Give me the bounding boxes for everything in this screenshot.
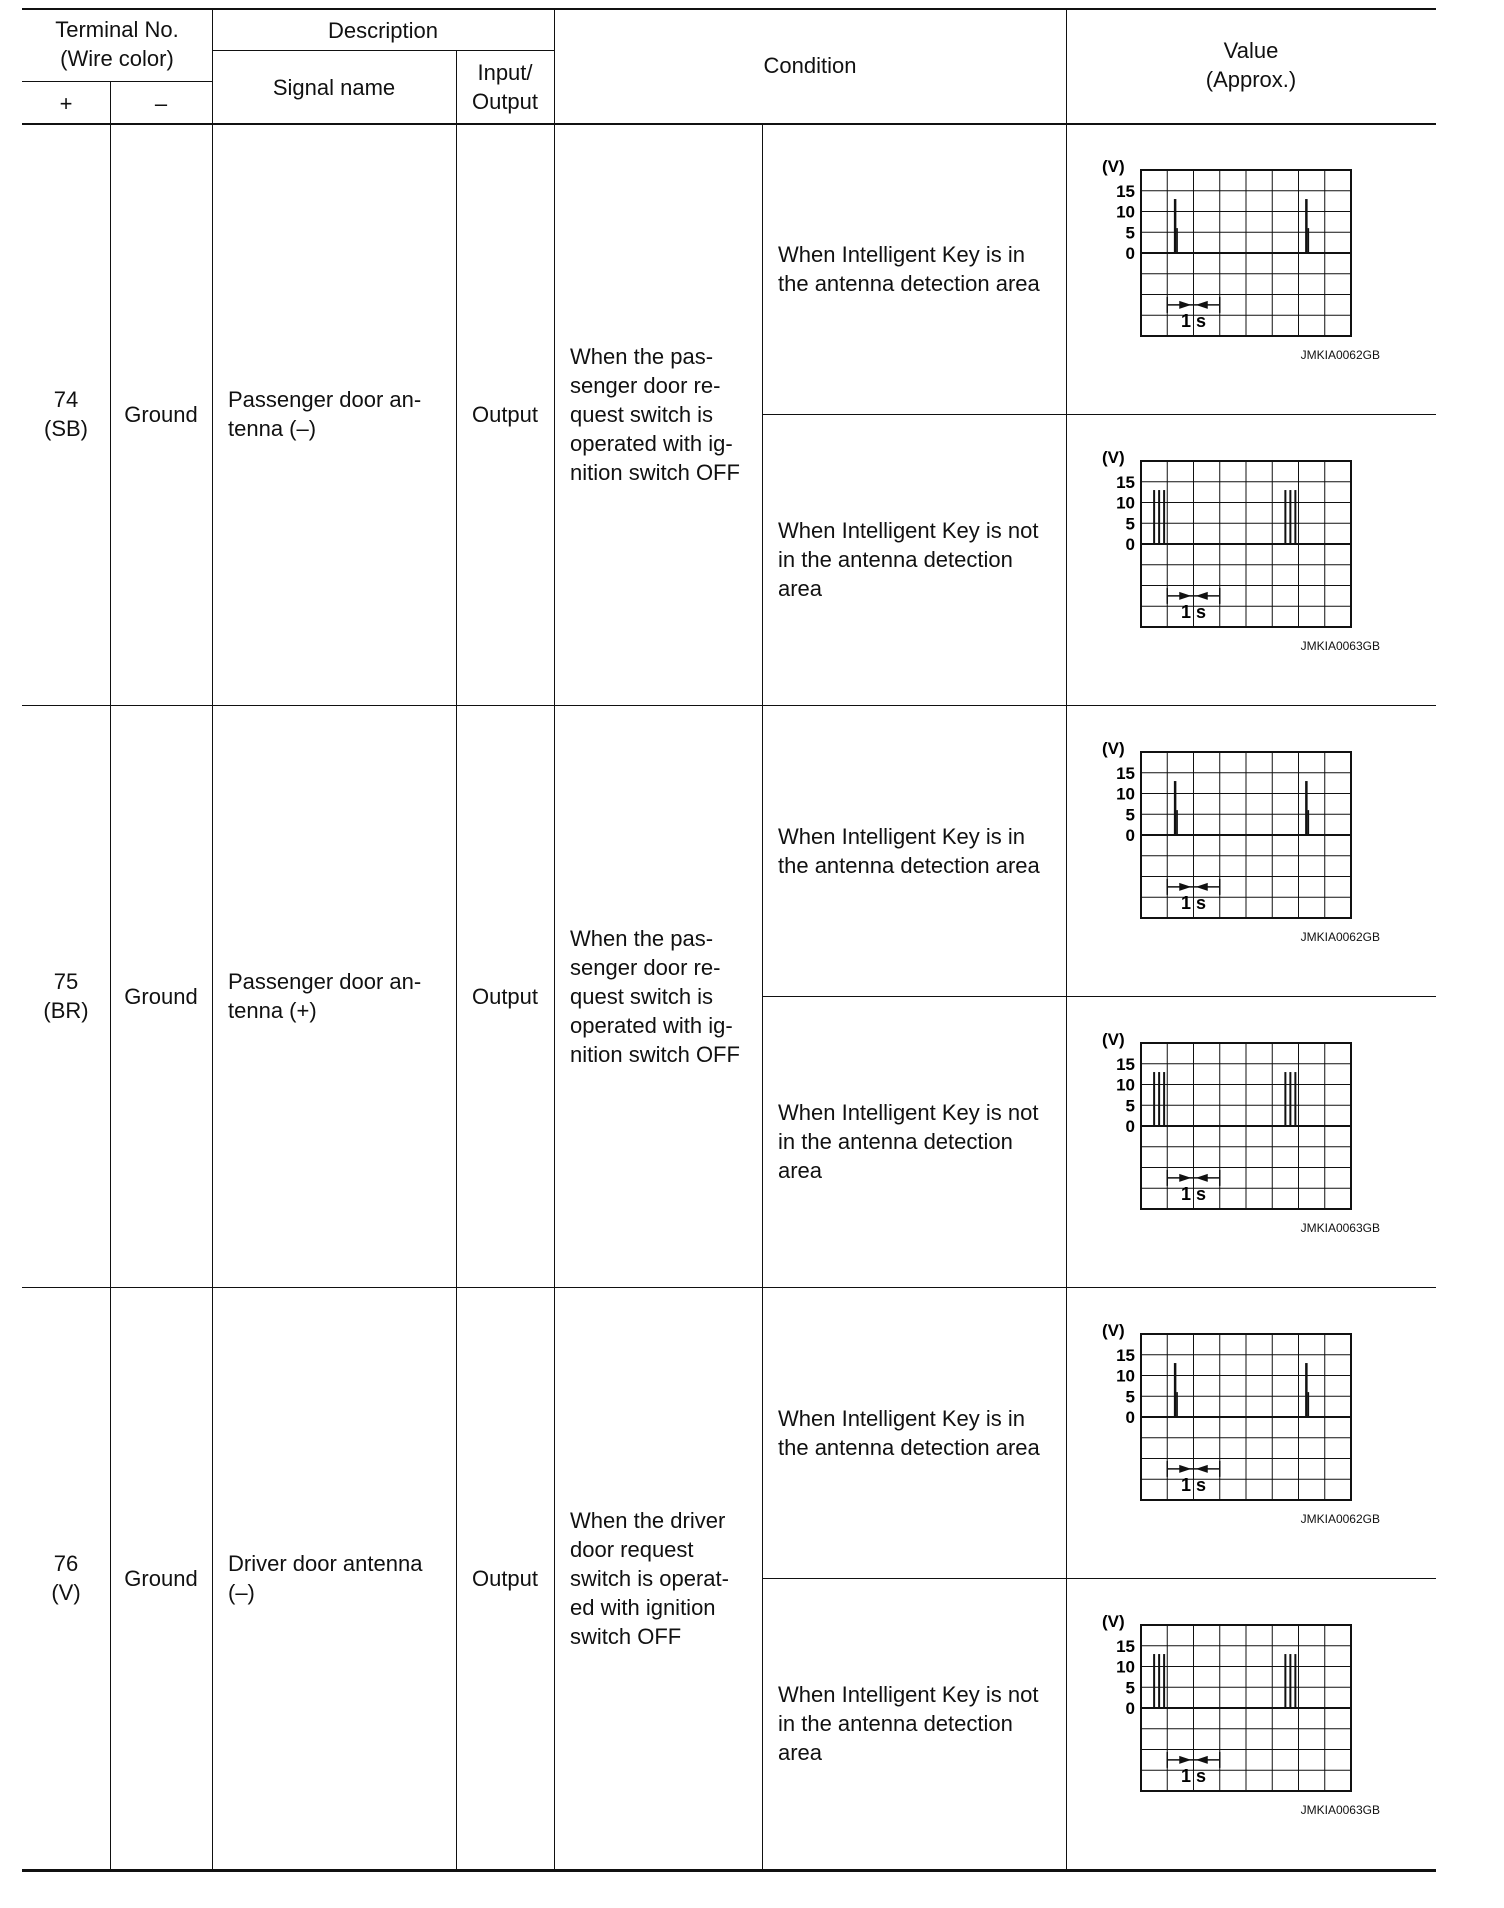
column-rule: [1066, 1287, 1067, 1869]
column-rule: [110, 1287, 111, 1869]
scope-y-tick: 5: [1125, 1678, 1135, 1698]
waveform-burst: [1100, 1613, 1370, 1813]
scope-unit-label: (V): [1102, 1322, 1125, 1340]
scope-y-tick: 0: [1125, 1117, 1135, 1136]
sub-condition: When Intelligent Key is not in the antenna detection area: [778, 518, 1039, 601]
scope-time-label: 1 s: [1180, 1183, 1207, 1204]
scope-arrow-right: [1179, 592, 1191, 600]
figure-id: JMKIA0062GB: [1300, 1512, 1380, 1526]
scope-y-tick: 10: [1116, 1366, 1135, 1386]
figure-id: JMKIA0063GB: [1300, 639, 1380, 653]
scope-y-tick: 5: [1125, 223, 1135, 243]
condition: When the pas- senger door re- quest switch is operated with ig- nition switch OFF: [570, 925, 740, 1067]
column-rule: [762, 1287, 763, 1869]
scope-arrow-right: [1179, 1174, 1191, 1182]
scope-arrow-right: [1179, 301, 1191, 309]
scope-y-tick: 15: [1116, 1054, 1135, 1074]
header-terminal-no: Terminal No. (Wire color): [55, 17, 179, 71]
ground-terminal: Ground: [124, 983, 198, 1009]
column-rule: [456, 123, 457, 705]
column-rule: [554, 705, 555, 1287]
row-sub-rule: [762, 996, 1436, 997]
scope-y-tick: 0: [1125, 1408, 1135, 1427]
header-rule: [554, 8, 555, 123]
scope-y-tick: 15: [1116, 1636, 1135, 1656]
column-rule: [1066, 123, 1067, 705]
header-input-output: Input/ Output: [471, 60, 539, 114]
scope-arrow-left: [1196, 592, 1208, 600]
scope-arrow-right: [1179, 1756, 1191, 1764]
input-output: Output: [471, 1565, 539, 1591]
column-rule: [110, 123, 111, 705]
scope-y-tick: 10: [1116, 1657, 1135, 1677]
scope-y-tick: 5: [1125, 514, 1135, 534]
sub-condition: When Intelligent Key is in the antenna detection area: [778, 1405, 1040, 1460]
sub-condition: When Intelligent Key is not in the antenna detection area: [778, 1100, 1039, 1183]
signal-name: Passenger door an- tenna (–): [228, 387, 422, 441]
scope-arrow-left: [1196, 1465, 1208, 1473]
table-top-rule: [22, 8, 1436, 10]
signal-name: Passenger door an- tenna (+): [228, 969, 422, 1023]
terminal-number: 76 (V): [51, 1551, 81, 1605]
terminal-number: 74 (SB): [44, 387, 88, 441]
header-rule: [212, 8, 213, 123]
table-bottom-rule: [22, 1869, 1436, 1872]
figure-id: JMKIA0062GB: [1300, 930, 1380, 944]
waveform-burst: [1100, 1031, 1370, 1231]
column-rule: [456, 705, 457, 1287]
scope-time-label: 1 s: [1180, 1474, 1207, 1495]
scope-y-tick: 0: [1125, 826, 1135, 845]
column-rule: [1066, 705, 1067, 1287]
scope-unit-label: (V): [1102, 1031, 1125, 1049]
column-rule: [212, 1287, 213, 1869]
scope-arrow-right: [1179, 1465, 1191, 1473]
scope-unit-label: (V): [1102, 158, 1125, 176]
header-rule: [456, 50, 457, 123]
figure-id: JMKIA0062GB: [1300, 348, 1380, 362]
column-rule: [456, 1287, 457, 1869]
header-rule: [1066, 8, 1067, 123]
scope-y-tick: 0: [1125, 1699, 1135, 1718]
scope-unit-label: (V): [1102, 1613, 1125, 1631]
header-rule: [212, 50, 554, 51]
column-rule: [762, 123, 763, 705]
sub-condition: When Intelligent Key is not in the antenna detection area: [778, 1682, 1039, 1765]
scope-time-label: 1 s: [1180, 1765, 1207, 1786]
scope-y-tick: 10: [1116, 493, 1135, 513]
header-rule: [22, 81, 212, 82]
header-minus: –: [154, 90, 168, 116]
scope-y-tick: 10: [1116, 1075, 1135, 1095]
scope-y-tick: 5: [1125, 1096, 1135, 1116]
waveform-single: [1100, 158, 1370, 358]
header-description: Description: [327, 17, 439, 43]
header-rule: [110, 82, 111, 123]
signal-name: Driver door antenna (–): [228, 1551, 423, 1605]
scope-y-tick: 0: [1125, 535, 1135, 554]
condition: When the driver door request switch is operat- ed with ignition switch OFF: [570, 1507, 729, 1649]
figure-id: JMKIA0063GB: [1300, 1803, 1380, 1817]
scope-arrow-right: [1179, 883, 1191, 891]
terminal-number: 75 (BR): [43, 969, 89, 1023]
scope-arrow-left: [1196, 1756, 1208, 1764]
input-output: Output: [471, 401, 539, 427]
scope-time-label: 1 s: [1180, 310, 1207, 331]
ground-terminal: Ground: [124, 1565, 198, 1591]
scope-time-label: 1 s: [1180, 601, 1207, 622]
header-value: Value (Approx.): [1205, 38, 1297, 92]
scope-y-tick: 5: [1125, 805, 1135, 825]
waveform-single: [1100, 740, 1370, 940]
scope-y-tick: 10: [1116, 202, 1135, 222]
column-rule: [110, 705, 111, 1287]
scope-unit-label: (V): [1102, 740, 1125, 758]
row-sub-rule: [762, 1578, 1436, 1579]
column-rule: [212, 705, 213, 1287]
scope-arrow-left: [1196, 883, 1208, 891]
waveform-single: [1100, 1322, 1370, 1522]
figure-id: JMKIA0063GB: [1300, 1221, 1380, 1235]
column-rule: [554, 123, 555, 705]
scope-y-tick: 10: [1116, 784, 1135, 804]
scope-y-tick: 15: [1116, 763, 1135, 783]
sub-condition: When Intelligent Key is in the antenna detection area: [778, 823, 1040, 878]
column-rule: [212, 123, 213, 705]
scope-time-label: 1 s: [1180, 892, 1207, 913]
scope-unit-label: (V): [1102, 449, 1125, 467]
column-rule: [762, 705, 763, 1287]
waveform-burst: [1100, 449, 1370, 649]
scope-arrow-left: [1196, 1174, 1208, 1182]
header-condition: Condition: [763, 52, 857, 78]
scope-y-tick: 15: [1116, 181, 1135, 201]
scope-y-tick: 0: [1125, 244, 1135, 263]
scope-y-tick: 15: [1116, 472, 1135, 492]
input-output: Output: [471, 983, 539, 1009]
row-sub-rule: [762, 414, 1436, 415]
scope-y-tick: 15: [1116, 1345, 1135, 1365]
column-rule: [554, 1287, 555, 1869]
header-plus: +: [59, 90, 73, 116]
ground-terminal: Ground: [124, 401, 198, 427]
scope-arrow-left: [1196, 301, 1208, 309]
sub-condition: When Intelligent Key is in the antenna detection area: [778, 241, 1040, 296]
condition: When the pas- senger door re- quest switch is operated with ig- nition switch OFF: [570, 343, 740, 485]
header-signal-name: Signal name: [272, 74, 396, 100]
scope-y-tick: 5: [1125, 1387, 1135, 1407]
